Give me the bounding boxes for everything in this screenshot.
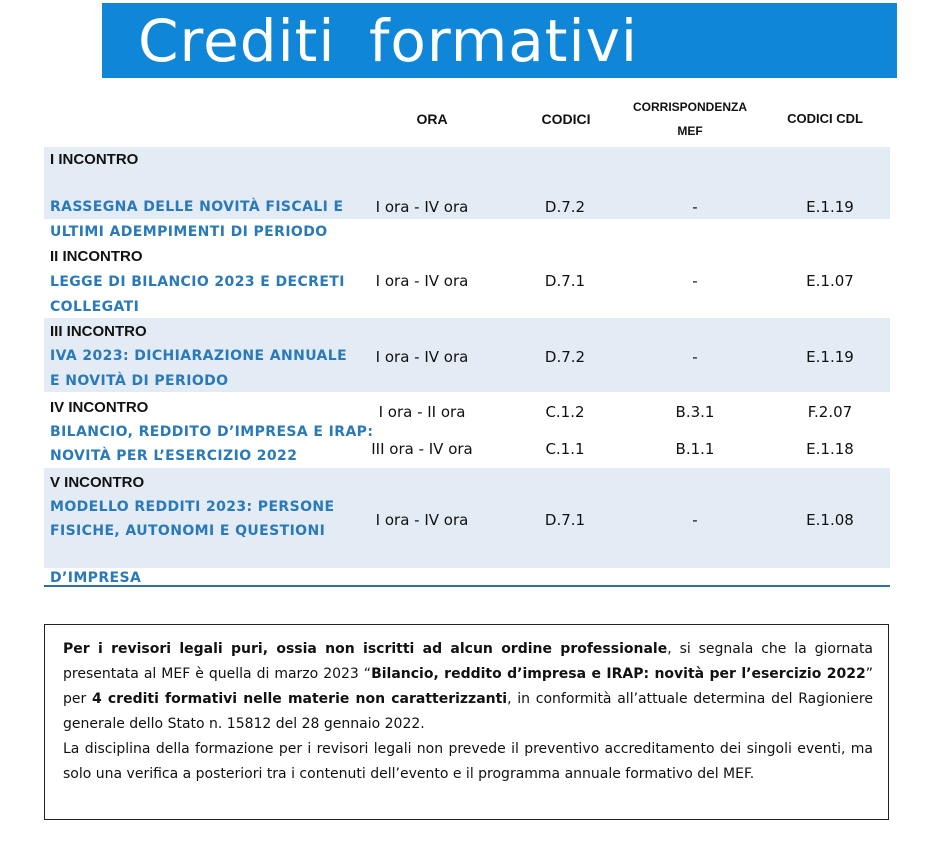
row-4-cdl-1: F.2.07 bbox=[807, 403, 853, 421]
header-mef-line2: MEF bbox=[677, 124, 703, 138]
row-5-ora: I ora - IV ora bbox=[375, 511, 469, 529]
row-3-cdl: E.1.19 bbox=[806, 348, 854, 366]
row-2-topic-line2: COLLEGATI bbox=[50, 299, 140, 315]
note-text-1: , si segnala che la giornata presentata al MEF è quella di marzo 2023 “ bbox=[63, 641, 874, 682]
row-5-mef: - bbox=[692, 511, 698, 529]
row-5-codici: D.7.1 bbox=[544, 511, 586, 529]
header-codici: CODICI bbox=[541, 111, 591, 127]
row-1-codici: D.7.2 bbox=[544, 198, 586, 216]
row-3-topic-line2: E NOVITÀ DI PERIODO bbox=[50, 373, 229, 389]
row-1-cdl: E.1.19 bbox=[806, 198, 854, 216]
page-title: Crediti formativi bbox=[138, 7, 639, 75]
row-5-cdl: E.1.08 bbox=[806, 511, 854, 529]
row-3-codici: D.7.2 bbox=[544, 348, 586, 366]
header-ora: ORA bbox=[416, 111, 448, 127]
title-banner bbox=[102, 3, 897, 78]
row-4-topic-line2: NOVITÀ PER L’ESERCIZIO 2022 bbox=[50, 448, 298, 464]
row-2-cdl: E.1.07 bbox=[806, 272, 854, 290]
row-4-topic-line1: BILANCIO, REDDITO D’IMPRESA E IRAP: bbox=[50, 424, 374, 440]
row-2-codici: D.7.1 bbox=[544, 272, 586, 290]
row-1-topic-line2: ULTIMI ADEMPIMENTI DI PERIODO bbox=[50, 224, 328, 240]
row-4-mef-1: B.3.1 bbox=[675, 403, 715, 421]
row-4-cdl-2: E.1.18 bbox=[806, 440, 854, 458]
row-2-ora: I ora - IV ora bbox=[375, 272, 469, 290]
row-1-incontro: I INCONTRO bbox=[50, 151, 139, 168]
row-3-mef: - bbox=[692, 348, 698, 366]
note-box bbox=[44, 624, 889, 820]
row-2-mef: - bbox=[692, 272, 698, 290]
row-3-incontro: III INCONTRO bbox=[50, 323, 147, 340]
row-5-incontro: V INCONTRO bbox=[50, 474, 145, 491]
header-mef-line1: CORRISPONDENZA bbox=[632, 100, 747, 114]
row-4-ora-2: III ora - IV ora bbox=[371, 440, 473, 458]
row-4-codici-1: C.1.2 bbox=[545, 403, 585, 421]
note-paragraph bbox=[63, 637, 873, 787]
note-bold-3: 4 crediti formativi nelle materie non caratterizzanti bbox=[91, 691, 508, 707]
table-bottom-rule bbox=[44, 585, 890, 587]
header-codici-cdl: CODICI CDL bbox=[787, 111, 863, 126]
row-4-mef-2: B.1.1 bbox=[675, 440, 715, 458]
row-5-topic-line1: MODELLO REDDITI 2023: PERSONE bbox=[50, 499, 335, 515]
row-4-ora-1: I ora - II ora bbox=[378, 403, 466, 421]
row-2-topic-line1: LEGGE DI BILANCIO 2023 E DECRETI bbox=[50, 274, 345, 290]
row-2-incontro: II INCONTRO bbox=[50, 248, 143, 265]
note-text-2: ” per bbox=[63, 666, 873, 707]
note-bold-2: Bilancio, reddito d’impresa e IRAP: novità per l’esercizio 2022 bbox=[371, 666, 866, 682]
note-paragraph-2: La disciplina della formazione per i revisori legali non prevede il preventivo accreditamento dei singoli eventi, ma solo una verifica a posteriori tra i contenuti dell’evento e il programma annuale formativo del MEF. bbox=[63, 741, 873, 782]
row-4-incontro: IV INCONTRO bbox=[50, 399, 149, 416]
row-4-codici-2: C.1.1 bbox=[545, 440, 585, 458]
row-1-ora: I ora - IV ora bbox=[375, 198, 469, 216]
row-1-topic-line1: RASSEGNA DELLE NOVITÀ FISCALI E bbox=[50, 199, 344, 215]
note-bold-1: Per i revisori legali puri, ossia non iscritti ad alcun ordine professionale bbox=[63, 641, 668, 657]
row-5-topic-line3: D’IMPRESA bbox=[50, 570, 142, 586]
row-5-topic-line2: FISICHE, AUTONOMI E QUESTIONI bbox=[50, 523, 326, 539]
row-3-ora: I ora - IV ora bbox=[375, 348, 469, 366]
row-3-topic-line1: IVA 2023: DICHIARAZIONE ANNUALE bbox=[50, 348, 348, 364]
note-text-3: , in conformità all’attuale determina del Ragioniere generale dello Stato n. 15812 del 28 gennaio 2022. bbox=[63, 691, 873, 732]
row-1-mef: - bbox=[692, 198, 698, 216]
